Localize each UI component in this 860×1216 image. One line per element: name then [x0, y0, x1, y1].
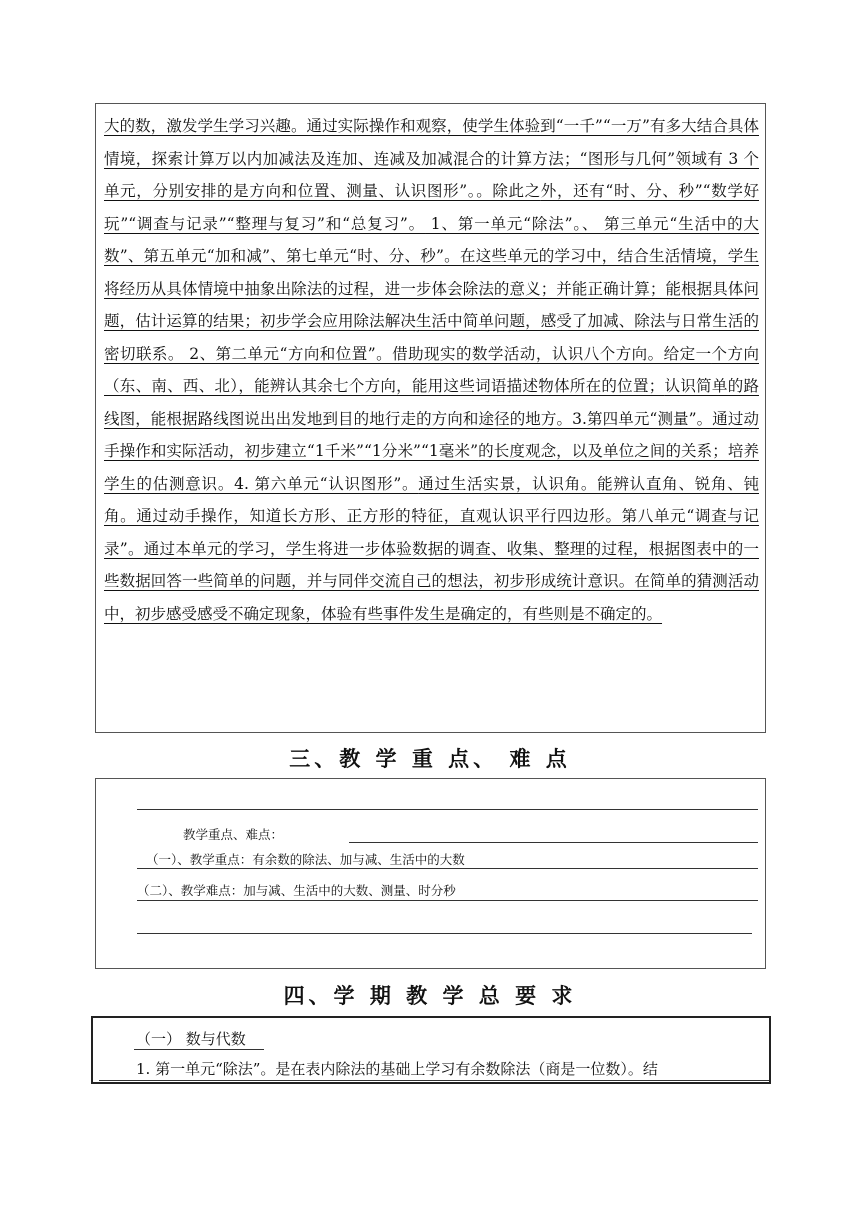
paragraph-line: 抽象出除法的过程，进一步体会除法的意义；并能正确计算；能根据具体问题，估计运: [104, 279, 759, 330]
paragraph-line: 算的结果；初步学会应用除法解决生活中简单问题，感受了加减、除法与日常生活的密: [104, 312, 759, 363]
paragraph-line: 外，还有“时、分、秒”“数学好玩”“调查与记录”“整理与复习”和“总复习”。: [104, 182, 759, 233]
paragraph-line: 的长度观念，以及单位之间的关系；培养学生的估测意识。4. 第六单元“认识图形”。: [104, 442, 759, 493]
key-points-item-1: （一）、教学重点：有余数的除法、加与减、生活中的大数: [146, 852, 465, 867]
section-3-title: 三、教 学 重 点、 难 点: [289, 747, 571, 771]
underline: [137, 900, 758, 901]
underline: [137, 868, 758, 869]
content-paragraph: [104, 110, 759, 630]
key-points-label: 教学重点、难点：: [183, 827, 284, 842]
blank-line: [349, 842, 758, 843]
blank-line: [137, 809, 758, 810]
requirements-box: [91, 1016, 771, 1084]
paragraph-line: 认识简单的路线图，能根据路线图说出出发地到目的地行走的方向和途径的地方。3.第: [104, 377, 759, 428]
paragraph-line: 个方向（东、南、西、北），能辨认其余七个方向，能用这些词语描述物体所在的位置；: [104, 344, 759, 395]
paragraph-line: 四单元“测量”。通过动手操作和实际活动，初步建立“1千米”“1分米”“1毫米”: [104, 409, 759, 460]
underline: [99, 1080, 769, 1081]
section-4-title: 四、学 期 教 学 总 要 求: [283, 984, 577, 1008]
difficult-points-item-2: （二）、教学难点：加与减、生活中的大数、测量、时分秒: [137, 883, 456, 898]
paragraph-line: 形与几何”领域有 3 个单元，分别安排的是方向和位置、测量、认识图形”。。除此之: [104, 149, 759, 200]
underline: [134, 1049, 264, 1050]
paragraph-line: 形的特征，直观认识平行四边形。第八单元“调查与记录”。通过本单元的学习，学生: [104, 507, 759, 558]
paragraph-line: 1、第一单元“除法”。、 第三单元“生活中的大数”、第五单元“加和减”、第七: [104, 214, 759, 265]
paragraph-line: 单元“时、分、秒”。在这些单元的学习中，结合生活情境，学生将经历从具体情境中: [104, 247, 759, 298]
paragraph-line: 大的数，激发学生学习兴趣。通过实际操作和观察，使学生体验到“一千”“一万”有: [104, 117, 666, 135]
content-box: [95, 103, 766, 733]
paragraph-line: 将进一步体验数据的调查、收集、整理的过程，根据图表中的一些数据回答一些简单的: [104, 539, 759, 590]
paragraph-line: 感受不确定现象，体验有些事件发生是确定的，有些则是不确定的。: [197, 604, 663, 623]
key-points-box: [95, 778, 766, 969]
subsection-number-algebra: （一） 数与代数: [136, 1030, 246, 1048]
paragraph-line: 问题，并与同伴交流自己的想法，初步形成统计意识。在简单的猜测活动中，初步感受: [104, 572, 759, 623]
blank-line: [137, 933, 752, 934]
paragraph-line: 切联系。 2、第二单元“方向和位置”。借助现实的数学活动，认识八个方向。给定一: [119, 344, 712, 363]
requirement-line-1: 1. 第一单元“除法”。是在表内除法的基础上学习有余数除法（商是一位数）。结: [136, 1060, 658, 1078]
paragraph-line: 多大结合具体情境，探索计算万以内加减法及连加、连减及加减混合的计算方法；“图: [104, 117, 759, 168]
paragraph-line: 通过生活实景，认识角。能辨认直角、锐角、钝角。通过动手操作，知道长方形、正方: [104, 474, 759, 525]
